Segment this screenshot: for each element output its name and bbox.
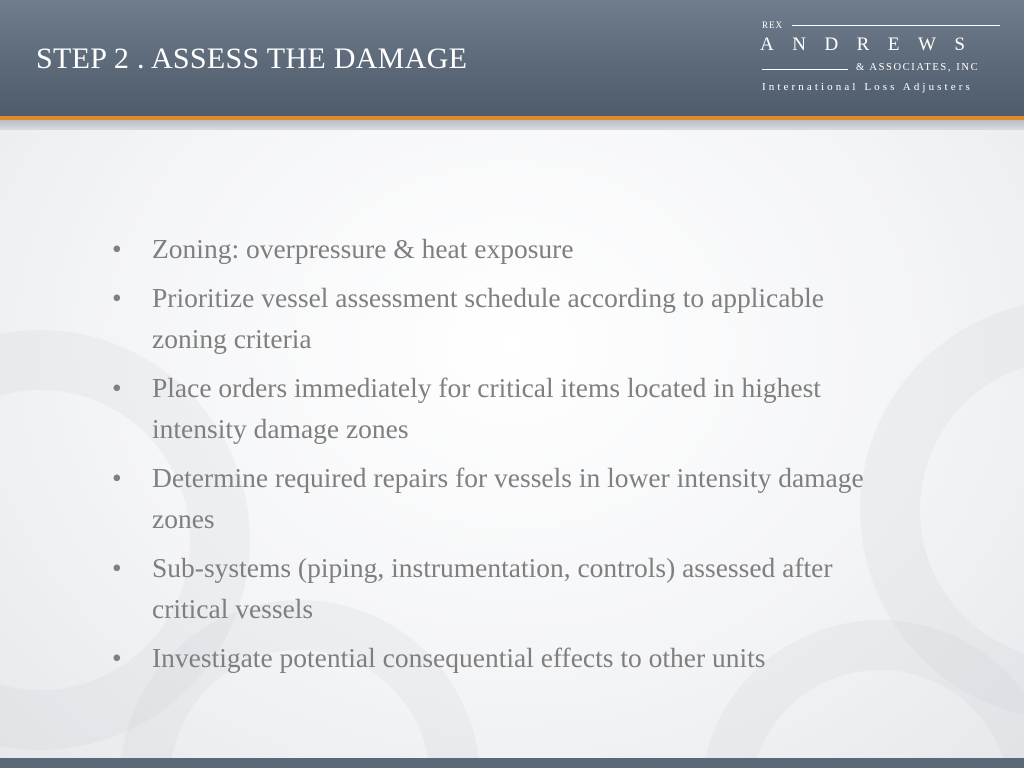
bullet-text: Place orders immediately for critical items located in highest intensity damage zones — [152, 372, 821, 444]
bullet-dot: • — [112, 372, 122, 403]
logo-associates-text: & ASSOCIATES, INC — [856, 62, 980, 73]
logo-rule — [762, 69, 848, 70]
company-logo — [760, 14, 1004, 102]
bullet-text: Zoning: overpressure & heat exposure — [152, 233, 574, 264]
bullet-item — [112, 277, 902, 359]
bullet-item — [112, 367, 902, 449]
bullet-dot: • — [112, 462, 122, 493]
bullet-text: Sub-systems (piping, instrumentation, controls) assessed after critical vessels — [152, 552, 833, 624]
bullet-text: Prioritize vessel assessment schedule according to applicable zoning criteria — [152, 282, 825, 354]
bullet-item — [112, 457, 902, 539]
bullet-list — [112, 228, 902, 686]
bullet-text: Determine required repairs for vessels in lower intensity damage zones — [152, 462, 864, 534]
bullet-dot: • — [112, 233, 122, 264]
bullet-item — [112, 637, 902, 678]
bullet-item — [112, 547, 902, 629]
slide-title: STEP 2 . ASSESS THE DAMAGE — [36, 42, 468, 75]
header-shadow-line — [0, 120, 1024, 130]
bullet-dot: • — [112, 282, 122, 313]
logo-rex-text: REX — [762, 20, 783, 30]
bullet-dot: • — [112, 642, 122, 673]
bullet-text: Investigate potential consequential effects to other units — [152, 642, 766, 673]
logo-name-text: ANDREWS — [760, 34, 984, 55]
logo-rule — [792, 25, 1000, 26]
bullet-dot: • — [112, 552, 122, 583]
footer-bar — [0, 758, 1024, 768]
logo-tagline-text: International Loss Adjusters — [762, 81, 973, 93]
slide-header — [0, 0, 1024, 116]
bullet-item — [112, 228, 902, 269]
